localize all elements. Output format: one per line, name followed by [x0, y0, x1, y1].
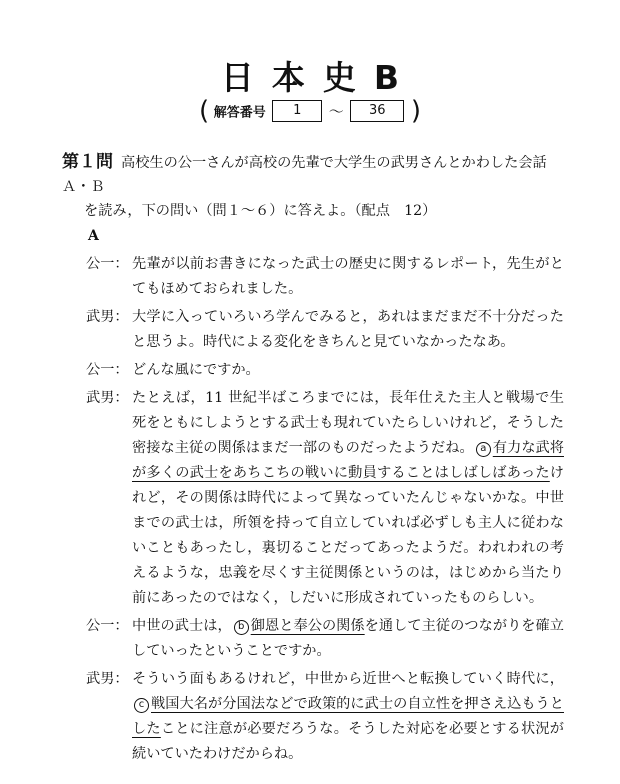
question-intro-line1: 高校生の公一さんが高校の先輩で大学生の武男さんとかわした会話Ａ・Ｂ: [62, 155, 547, 195]
speech-text: [132, 614, 564, 664]
subject-title: 日本史B: [220, 58, 418, 97]
open-paren: (: [199, 96, 210, 126]
close-paren: ): [410, 96, 421, 126]
speech-text: 大学に入っていろいろ学んでみると，あれはまだまだ不十分だったと思うよ。時代による変化をきちんと見ていなかったなあ。: [132, 309, 564, 350]
question-number: 第１問: [62, 152, 113, 172]
underlined-passage-a: 有力な武将が多くの武士をあちこちの戦いに動員することはしばしばあった: [132, 440, 564, 481]
question-header: [62, 150, 560, 223]
circled-marker: b: [234, 620, 249, 635]
dialogue-turn: [86, 358, 564, 383]
speaker-label: 公一：: [86, 618, 129, 634]
circled-marker: c: [134, 698, 149, 713]
speaker-label: 武男：: [86, 390, 129, 406]
answer-start-box: 1: [272, 100, 322, 122]
speech-text: どんな風にですか。: [132, 362, 260, 378]
underlined-passage-c: 戦国大名が分国法などで政策的に武士の自立性を押さえ込もうとした: [132, 696, 564, 737]
speaker-label: 武男：: [86, 309, 129, 325]
question-intro-line2: を読み，下の問い（問１～６）に答えよ。（配点 12）: [84, 203, 437, 219]
speech-segment: ことに注意が必要だろうな。そうした対応を必要とする状況が続いていたわけだからね。: [132, 721, 564, 762]
circled-marker: a: [476, 442, 491, 457]
speech-text: [132, 667, 564, 767]
speech-segment: 中世の武士は，: [132, 618, 232, 634]
dialogue: [86, 252, 564, 770]
dialogue-turn: [86, 252, 564, 302]
speaker-label: 武男：: [86, 671, 129, 687]
range-tilde: ～: [328, 102, 344, 121]
answer-numbers-label: 解答番号: [213, 105, 266, 121]
speech-segment: けれど，その関係は時代によって異なっていたんじゃないかな。中世までの武士は，所領を持って自立していれば必ずしも主人に従わないこともあったし，裏切ることだってあったようだ。われわれの考えるような，忠義を尽くす主従関係というのは，はじめから当たり前にあったのではなく，しだいに形成されていったものらしい。: [132, 465, 564, 606]
speech-segment: を通して主従のつながりを確立していったということですか。: [132, 618, 564, 659]
section-label: A: [88, 228, 99, 244]
dialogue-turn: [86, 667, 564, 767]
speech-text: [132, 386, 564, 611]
dialogue-turn: [86, 614, 564, 664]
dialogue-turn: [86, 386, 564, 611]
speaker-label: 公一：: [86, 256, 129, 272]
underlined-passage-b: 御恩と奉公の関係: [250, 618, 365, 634]
speech-segment: そういう面もあるけれど，中世から近世へと転換していく時代に，: [132, 671, 564, 687]
speech-text: 先輩が以前お書きになった武士の歴史に関するレポート，先生がとてもほめておられました。: [132, 256, 564, 297]
dialogue-turn: [86, 305, 564, 355]
speech-segment: たとえば，11 世紀半ばころまでには，長年仕えた主人と戦場で生死をともにしようとする武士も現れていたらしいけれど，そうした密接な主従の関係はまだ一部のものだったようだね。: [132, 390, 564, 456]
answer-number-range: [0, 96, 620, 126]
answer-end-box: 36: [350, 100, 404, 122]
speaker-label: 公一：: [86, 362, 129, 378]
